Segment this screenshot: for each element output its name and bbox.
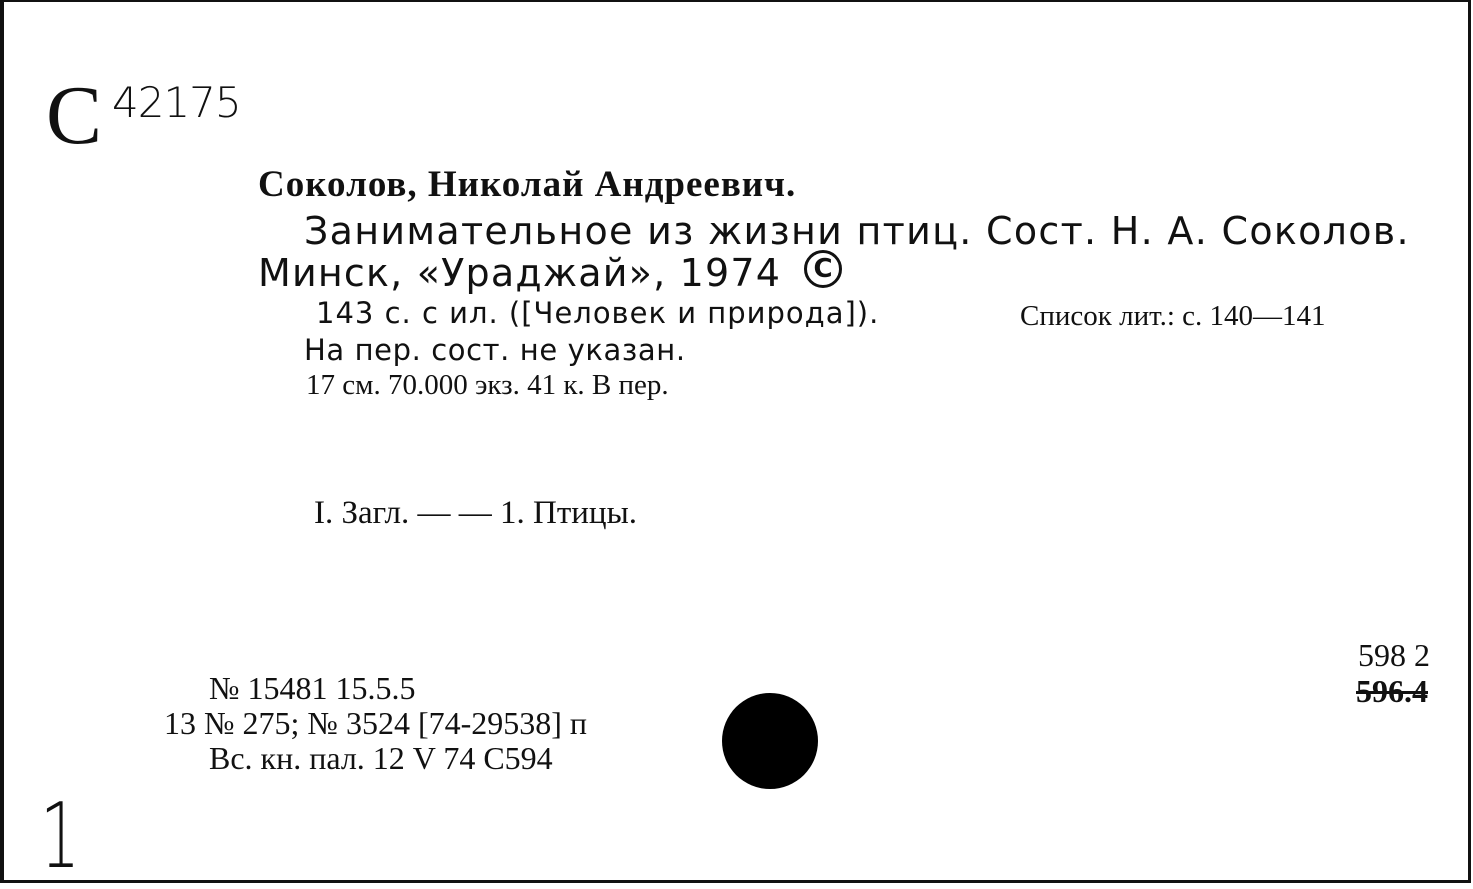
title-line-1: Занимательное из жизни птиц. Сост. Н. А. Соколов.	[304, 209, 1410, 253]
description-line-1: 143 с. с ил. ([Человек и природа]).	[316, 296, 880, 330]
bibliography-note: Список лит.: с. 140—141	[1020, 300, 1326, 332]
description-line-3: 17 см. 70.000 экз. 41 к. В пер.	[306, 369, 669, 401]
handwritten-number: 1	[40, 784, 81, 889]
tracings: I. Загл. — — 1. Птицы.	[314, 495, 637, 531]
call-number: 42175	[112, 78, 241, 127]
classification-crossed-out: 596.4	[1356, 673, 1428, 709]
punch-hole	[722, 693, 818, 789]
registration-line-2: 13 № 275; № 3524 [74-29538] п	[164, 705, 588, 741]
copyright-symbol: C	[804, 250, 842, 288]
classification-current: 598 2	[1358, 637, 1430, 673]
author-heading: Соколов, Николай Андреевич.	[258, 164, 797, 205]
registration-line-1: № 15481 15.5.5	[209, 670, 416, 706]
title-line-2: Минск, «Ураджай», 1974	[258, 251, 782, 295]
registration-line-3: Вс. кн. пал. 12 V 74 С594	[209, 740, 553, 776]
description-line-2: На пер. сост. не указан.	[304, 333, 686, 367]
call-letter: C	[46, 69, 103, 162]
